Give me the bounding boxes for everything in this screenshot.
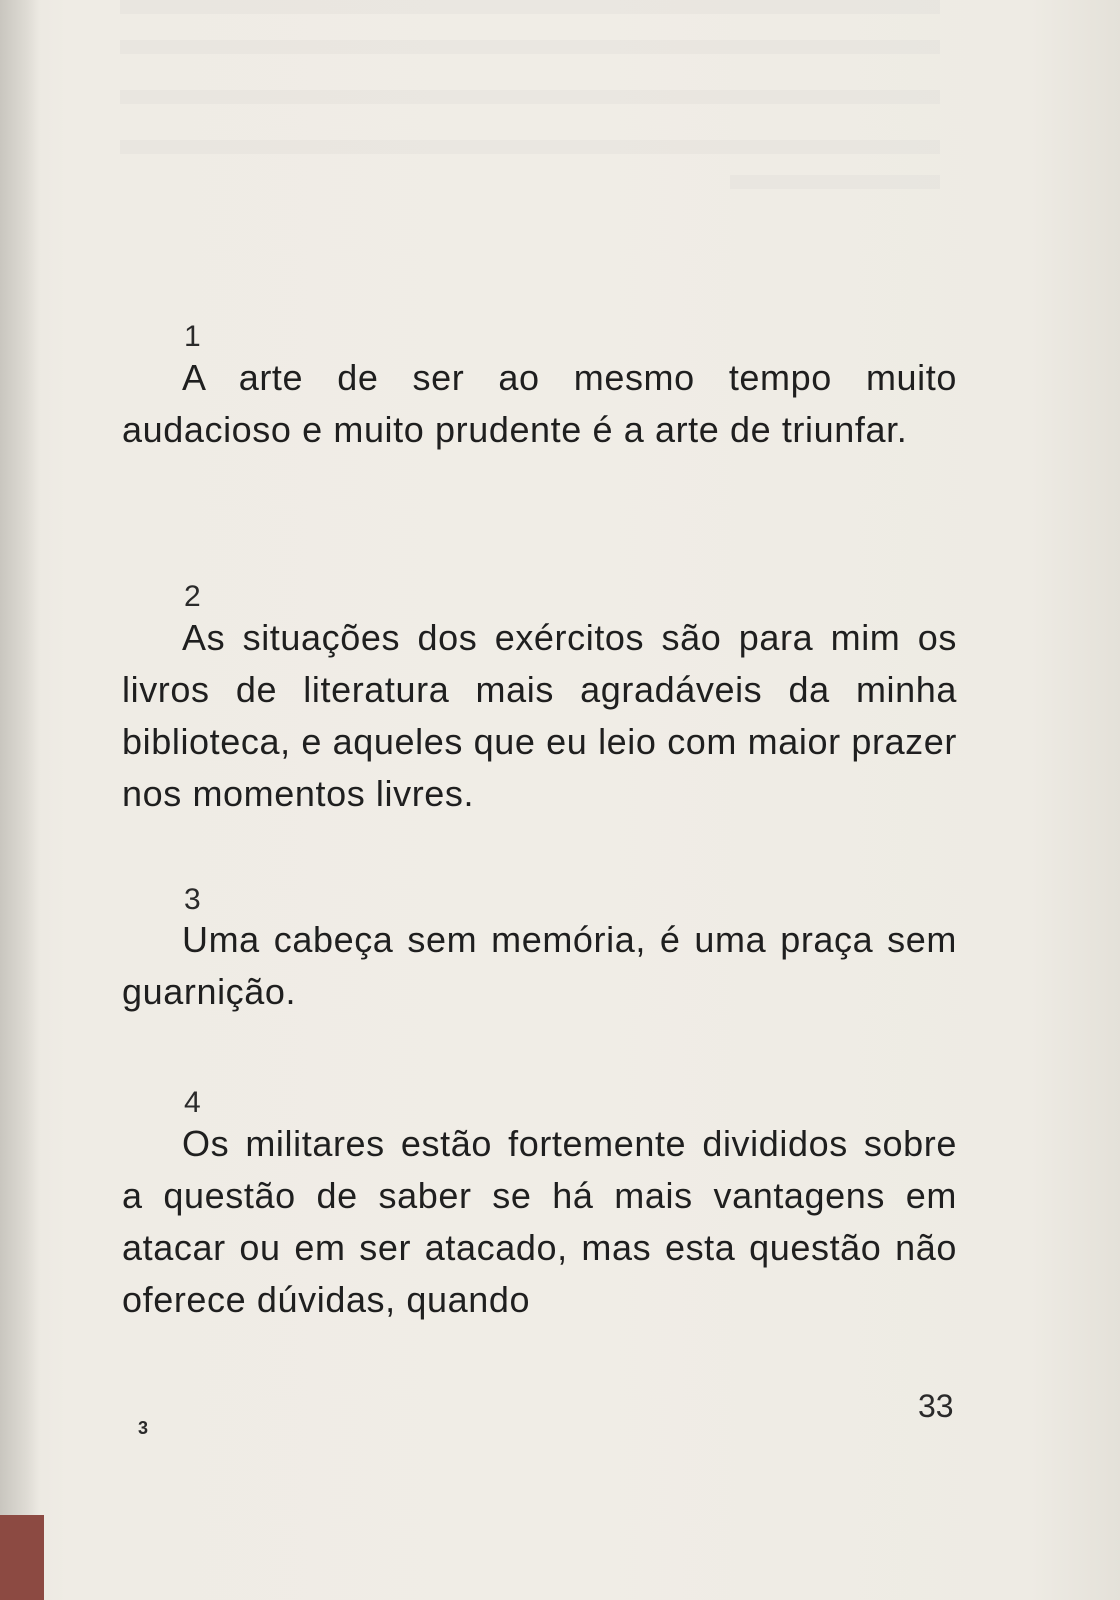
section-number-3: 3 — [184, 883, 201, 916]
section-text-3: Uma cabeça sem memória, é uma praça sem guarnição. — [122, 919, 957, 1012]
section-number-4: 4 — [184, 1086, 201, 1119]
section-number-2: 2 — [184, 580, 201, 613]
book-cover-corner — [0, 1515, 44, 1600]
signature-mark: 3 — [138, 1418, 149, 1438]
section-text-2: As situações dos exércitos são para mim os livros de literatura mais agradáveis da minha biblioteca, e aqueles que eu leio com maior prazer nos momentos livres. — [122, 617, 957, 814]
text-column — [122, 0, 957, 1600]
section-text-4: Os militares estão fortemente divididos sobre a questão de saber se há mais vantagens em atacar ou em ser atacado, mas esta questão não oferece dúvidas, quando — [122, 1123, 957, 1320]
binding-shadow — [0, 0, 40, 1600]
section-text-1: A arte de ser ao mesmo tempo muito audacioso e muito prudente é a arte de triunfar. — [122, 357, 957, 450]
page-number: 33 — [918, 1388, 954, 1424]
section-number-1: 1 — [184, 320, 201, 353]
